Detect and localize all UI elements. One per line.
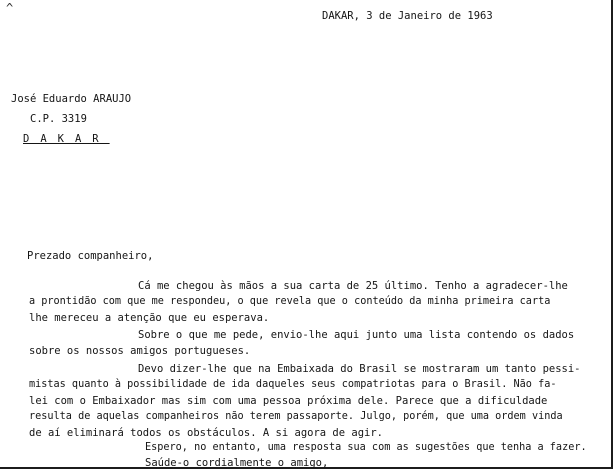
paragraph-1-line-3: lhe mereceu a atenção que eu esperava. — [29, 312, 270, 324]
paragraph-2-line-2: sobre os nossos amigos portugueses. — [29, 345, 251, 357]
recipient-name: José Eduardo ARAUJO — [11, 93, 132, 105]
paragraph-3-line-3: lei com o Embaixador mas sim com uma pessoa próxima dele. Parece que a dificuldade — [29, 395, 548, 407]
paragraph-1-line-2: a prontidão com que me respondeu, o que revela que o conteúdo da minha primeira carta — [29, 296, 551, 307]
paragraph-1-line-1: Cá me chegou às mãos a sua carta de 25 último. Tenho a agradecer-lhe — [138, 280, 568, 292]
paragraph-3-line-5: de aí eliminará todos os obstáculos. A si agora de agir. — [29, 427, 384, 439]
recipient-postbox: C.P. 3319 — [30, 113, 87, 125]
paragraph-4-line-1: Espero, no entanto, uma resposta sua com as sugestões que tenha a fazer. — [145, 442, 587, 453]
paragraph-3-line-2: mistas quanto à possibilidade de ida daqueles seus compatriotas para o Brasil. Não fa- — [29, 379, 557, 390]
paragraph-2-line-1: Sobre o que me pede, envio-lhe aqui junto uma lista contendo os dados — [138, 329, 575, 341]
closing-line: Saúde-o cordialmente o amigo, — [145, 457, 329, 469]
corner-mark: ^ — [6, 1, 14, 15]
salutation: Prezado companheiro, — [27, 250, 154, 262]
recipient-city: DAKAR — [23, 133, 110, 145]
letter-date: DAKAR, 3 de Janeiro de 1963 — [322, 10, 493, 22]
paragraph-3-line-1: Devo dizer-lhe que na Embaixada do Brasil se mostraram um tanto pessi- — [138, 363, 581, 375]
paragraph-3-line-4: resulta de aquelas companheiros não terem passaporte. Julgo, porém, que uma ordem vinda — [29, 411, 563, 422]
